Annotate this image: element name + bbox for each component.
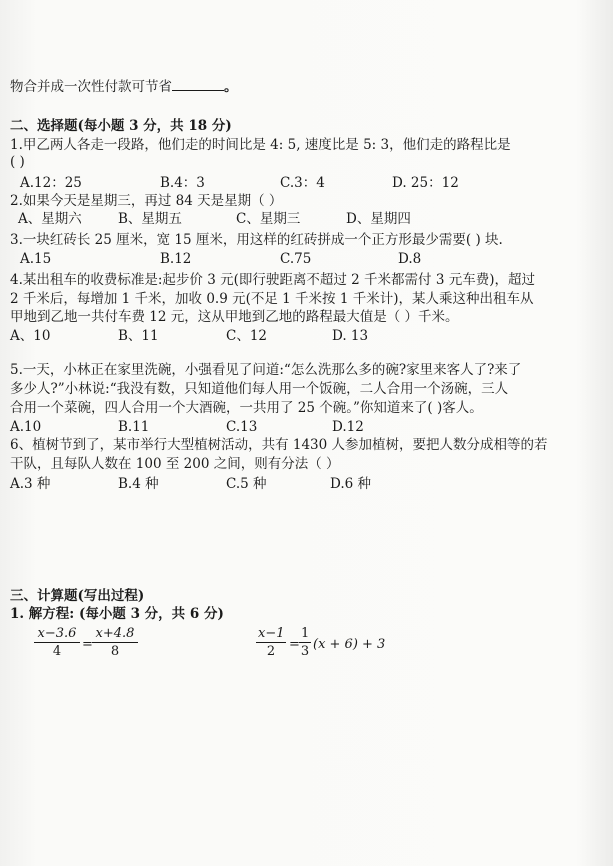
eq2-tail-expression: (x + 6) + 3 xyxy=(313,637,386,652)
q6-option-b: B.4 种 xyxy=(118,476,159,492)
eq1-rhs-numerator: x+4.8 xyxy=(95,626,135,641)
q3-option-c: C.75 xyxy=(280,251,312,267)
q6-option-d: D.6 种 xyxy=(330,476,372,492)
fraction-bar xyxy=(92,642,138,643)
q3-option-d: D.8 xyxy=(398,251,422,267)
q6-stem-line2: 干队，且每队人数在 100 至 200 之间，则有分法（ ） xyxy=(10,456,340,472)
q5-stem-line2: 多少人?”小林说:“我没有数，只知道他们每人用一个饭碗，二人合用一个汤碗，三人 xyxy=(10,381,509,397)
q5-option-a: A.10 xyxy=(10,419,42,435)
q2-option-c: C、星期三 xyxy=(236,211,301,227)
q3-option-a: A.15 xyxy=(20,251,52,267)
q4-option-b: B、11 xyxy=(118,328,159,344)
q3-stem: 3.一块红砖长 25 厘米，宽 15 厘米，用这样的红砖拼成一个正方形最少需要( ) 块. xyxy=(10,232,503,248)
eq2-equals: = xyxy=(289,637,300,652)
carryover-text: 物合并成一次性付款可节省 xyxy=(10,79,172,95)
section2-heading: 二、选择题(每小题 3 分，共 18 分) xyxy=(10,118,232,134)
q4-option-a: A、10 xyxy=(10,328,51,344)
q1-option-c: C.3：4 xyxy=(280,175,325,191)
q4-stem-line2: 2 千米后，每增加 1 千米，加收 0.9 元(不足 1 千米按 1 千米计)，某人乘这种出租车从 xyxy=(10,291,534,307)
eq2-coef-denominator: 3 xyxy=(300,644,310,659)
q5-option-c: C.13 xyxy=(226,419,258,435)
q5-option-b: B.11 xyxy=(118,419,150,435)
q4-option-c: C、12 xyxy=(226,328,268,344)
q2-option-b: B、星期五 xyxy=(118,211,182,227)
carryover-line xyxy=(10,78,238,96)
section3-sub1: 1. 解方程: (每小题 3 分，共 6 分) xyxy=(10,606,224,622)
q2-option-d: D、星期四 xyxy=(346,211,411,227)
eq2-lhs-numerator: x−1 xyxy=(258,626,285,641)
eq1-rhs-fraction xyxy=(92,626,138,659)
eq2-coefficient-fraction xyxy=(299,626,311,659)
q1-option-a: A.12：25 xyxy=(20,175,82,191)
q6-option-c: C.5 种 xyxy=(226,476,267,492)
fraction-bar xyxy=(34,642,80,643)
q2-option-a: A、星期六 xyxy=(18,211,82,227)
eq1-rhs-denominator: 8 xyxy=(110,644,120,659)
q3-option-b: B.12 xyxy=(160,251,192,267)
eq1-equals: = xyxy=(82,637,93,652)
q4-option-d: D. 13 xyxy=(332,328,369,344)
eq1-lhs-denominator: 4 xyxy=(52,644,62,659)
eq1-lhs-fraction xyxy=(34,626,80,659)
carryover-end: 。 xyxy=(224,79,238,95)
q1-option-d: D. 25：12 xyxy=(392,175,459,191)
answer-blank xyxy=(172,78,224,91)
q5-stem-line1: 5.一天，小林正在家里洗碗，小强看见了问道:“怎么洗那么多的碗?家里来客人了?来了 xyxy=(10,362,522,378)
q1-stem: 1.甲乙两人各走一段路，他们走的时间比是 4: 5, 速度比是 5: 3，他们走的路程比是 xyxy=(10,137,511,153)
q6-option-a: A.3 种 xyxy=(10,476,51,492)
eq1-lhs-numerator: x−3.6 xyxy=(37,626,77,641)
section3-heading: 三、计算题(写出过程) xyxy=(10,588,145,604)
q6-stem-line1: 6、植树节到了，某市举行大型植树活动，共有 1430 人参加植树，要把人数分成相等的若 xyxy=(10,437,548,453)
q4-stem-line1: 4.某出租车的收费标准是:起步价 3 元(即行驶距离不超过 2 千米都需付 3 元车费)，超过 xyxy=(10,272,535,288)
q5-stem-line3: 合用一个菜碗，四人合用一个大酒碗，一共用了 25 个碗。”你知道来了( )客人。 xyxy=(10,400,483,416)
q4-stem-line3: 甲地到乙地一共付车费 12 元，这从甲地到乙地的路程最大值是（ ）千米。 xyxy=(10,309,459,325)
eq2-coef-numerator: 1 xyxy=(301,626,310,641)
q1-paren: ( ) xyxy=(10,154,25,170)
eq2-lhs-fraction xyxy=(256,626,286,659)
fraction-bar xyxy=(256,642,286,643)
q5-option-d: D.12 xyxy=(332,419,364,435)
eq2-lhs-denominator: 2 xyxy=(266,644,276,659)
q2-stem: 2.如果今天是星期三，再过 84 天是星期（ ） xyxy=(10,193,283,209)
fraction-bar xyxy=(299,642,311,643)
q1-option-b: B.4：3 xyxy=(160,175,205,191)
